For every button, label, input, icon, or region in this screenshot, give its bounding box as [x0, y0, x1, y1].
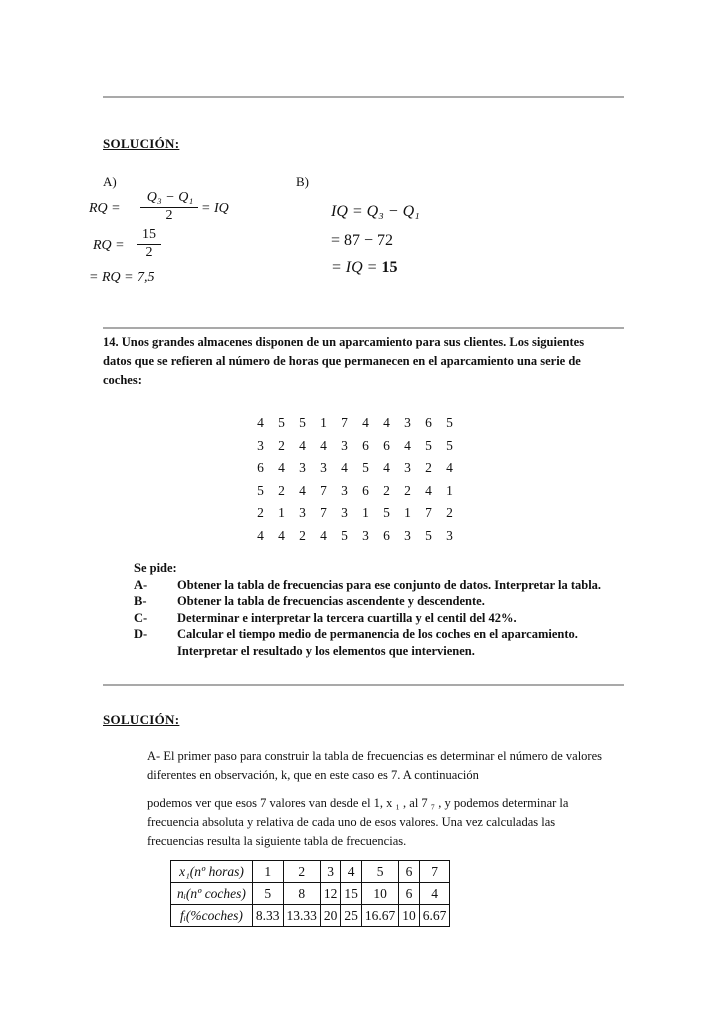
- data-grid-cell: 6: [383, 527, 390, 543]
- data-grid-cell: 4: [383, 460, 390, 476]
- data-grid-cell: 5: [257, 482, 264, 498]
- data-grid-cell: 4: [404, 437, 411, 453]
- frequency-cell: 10: [361, 883, 398, 905]
- data-grid-cell: 1: [404, 505, 411, 521]
- data-grid-cell: 6: [362, 482, 369, 498]
- data-grid-cell: 7: [425, 505, 432, 521]
- data-grid-cell: 5: [425, 437, 432, 453]
- data-grid-cell: 3: [404, 527, 411, 543]
- task-item: [134, 610, 604, 627]
- frequency-cell: 5: [252, 883, 283, 905]
- data-grid-cell: 2: [257, 505, 264, 521]
- data-grid-row: [250, 525, 460, 548]
- data-grid-cell: 6: [425, 415, 432, 431]
- data-grid-cell: 4: [257, 527, 264, 543]
- problem-statement: 14. Unos grandes almacenes disponen de un aparcamiento para sus clientes. Los siguientes datos que se refieren al número de horas que permanecen en el aparcamiento una serie de coches:: [103, 335, 585, 387]
- section-divider-2: [103, 684, 624, 686]
- task-list-title: Se pide:: [134, 561, 177, 575]
- frequency-table-row: [171, 861, 450, 883]
- data-grid-cell: 3: [257, 437, 264, 453]
- formula-b3: = IQ = 15: [331, 259, 398, 276]
- solution-paragraph-2: podemos ver que esos 7 valores van desde el 1, x ₁ , al 7 ₇ , y podemos determinar la frecuencia absoluta y relativa de cada uno de esos valores. Una vez calculadas las frecuencias resulta la siguiente tabla de frecuencias.: [147, 796, 569, 848]
- frequency-cell: 7: [419, 861, 450, 883]
- task-text: Obtener la tabla de frecuencias ascendente y descendente.: [177, 594, 485, 608]
- data-grid-cell: 3: [404, 415, 411, 431]
- task-key: A-: [134, 577, 148, 592]
- solution-paragraph-1: A- El primer paso para construir la tabla de frecuencias es determinar el número de valores diferentes en observación, k, que en este caso es 7. A continuación: [147, 749, 603, 782]
- data-grid-cell: 4: [299, 437, 306, 453]
- data-grid-cell: 4: [341, 460, 348, 476]
- task-key: D-: [134, 627, 148, 641]
- data-grid-cell: 4: [425, 482, 432, 498]
- data-grid-cell: 5: [278, 415, 285, 431]
- part-b-label: B): [296, 174, 309, 189]
- data-grid-row: [250, 480, 460, 503]
- data-grid-cell: 4: [320, 437, 327, 453]
- data-grid-cell: 4: [299, 482, 306, 498]
- iq-result: 15: [381, 259, 398, 276]
- formula-a2-numerator: 15: [142, 227, 156, 242]
- frequency-cell: 20: [320, 905, 341, 927]
- section-divider: [103, 327, 624, 329]
- frequency-cell: 10: [399, 905, 420, 927]
- frequency-cell: 2: [283, 861, 320, 883]
- formula-b2: = 87 − 72: [331, 232, 394, 249]
- data-grid-cell: 6: [362, 437, 369, 453]
- data-grid-cell: 2: [278, 437, 285, 453]
- task-list: [134, 560, 604, 659]
- data-grid-cell: 1: [446, 482, 453, 498]
- data-grid-cell: 3: [404, 460, 411, 476]
- formula-a2-denominator: 2: [145, 245, 153, 260]
- data-grid-cell: 3: [299, 505, 306, 521]
- data-grid-cell: 3: [320, 460, 327, 476]
- data-grid-cell: 4: [362, 415, 369, 431]
- top-divider: [103, 96, 624, 98]
- formula-a2-lhs: RQ =: [93, 238, 125, 253]
- data-grid-cell: 3: [341, 437, 348, 453]
- data-grid-cell: 6: [383, 437, 390, 453]
- data-grid-cell: 4: [320, 527, 327, 543]
- frequency-cell: 6: [399, 883, 420, 905]
- data-grid-cell: 4: [257, 415, 264, 431]
- task-item: [134, 593, 604, 610]
- data-grid-row: [250, 435, 460, 458]
- frequency-cell: 6.67: [419, 905, 450, 927]
- formula-a1-lhs: RQ =: [89, 201, 121, 216]
- data-grid-cell: 2: [446, 505, 453, 521]
- data-grid-cell: 3: [446, 527, 453, 543]
- data-grid-cell: 1: [362, 505, 369, 521]
- part-a-label: A): [103, 174, 117, 189]
- data-grid-cell: 5: [362, 460, 369, 476]
- frequency-cell: 3: [320, 861, 341, 883]
- data-grid-cell: 6: [257, 460, 264, 476]
- data-grid-cell: 5: [425, 527, 432, 543]
- formula-b1: IQ = Q₃ − Q₁: [331, 203, 420, 220]
- frequency-cell: 8.33: [252, 905, 283, 927]
- formula-a1-denominator: 2: [165, 208, 173, 223]
- data-grid-cell: 4: [278, 527, 285, 543]
- data-grid-cell: 5: [383, 505, 390, 521]
- data-grid-cell: 3: [341, 482, 348, 498]
- task-text: Calcular el tiempo medio de permanencia de los coches en el aparcamiento. Interpretar el resultado y los elementos que intervienen.: [177, 627, 578, 658]
- frequency-table: [170, 860, 450, 927]
- data-grid-cell: 1: [278, 505, 285, 521]
- frequency-cell: 5: [361, 861, 398, 883]
- data-grid-cell: 3: [362, 527, 369, 543]
- data-grid-cell: 4: [278, 460, 285, 476]
- frequency-cell: 15: [341, 883, 362, 905]
- task-item: [134, 626, 604, 659]
- task-key: B-: [134, 594, 147, 608]
- data-grid-cell: 5: [341, 527, 348, 543]
- frequency-cell: 1: [252, 861, 283, 883]
- frequency-table-row: [171, 883, 450, 905]
- data-grid-cell: 7: [320, 482, 327, 498]
- data-grid-cell: 7: [320, 505, 327, 521]
- frequency-row-header: fᵢ(%coches): [171, 905, 253, 927]
- task-key: C-: [134, 610, 148, 625]
- task-text: Determinar e interpretar la tercera cuartilla y el centil del 42%.: [177, 610, 517, 625]
- data-grid-cell: 1: [320, 415, 327, 431]
- data-grid-row: [250, 412, 460, 435]
- task-item: [134, 577, 604, 594]
- data-grid-cell: 2: [383, 482, 390, 498]
- frequency-cell: 25: [341, 905, 362, 927]
- frequency-cell: 6: [399, 861, 420, 883]
- formula-a1-numerator: Q₃ − Q₁: [146, 190, 194, 205]
- frequency-table-row: [171, 905, 450, 927]
- data-grid-cell: 4: [383, 415, 390, 431]
- frequency-cell: 8: [283, 883, 320, 905]
- frequency-cell: 12: [320, 883, 341, 905]
- frequency-cell: 4: [341, 861, 362, 883]
- data-grid-row: [250, 502, 460, 525]
- solution-heading-2: SOLUCIÓN:: [103, 712, 180, 727]
- data-grid-cell: 5: [299, 415, 306, 431]
- frequency-cell: 4: [419, 883, 450, 905]
- frequency-row-header: x₁(nº horas): [171, 861, 253, 883]
- task-text: Obtener la tabla de frecuencias para ese conjunto de datos. Interpretar la tabla.: [177, 577, 602, 592]
- hours-data-grid: [250, 412, 460, 547]
- data-grid-cell: 7: [341, 415, 348, 431]
- data-grid-cell: 2: [404, 482, 411, 498]
- data-grid-cell: 3: [299, 460, 306, 476]
- frequency-cell: 13.33: [283, 905, 320, 927]
- frequency-row-header: nᵢ(nº coches): [171, 883, 253, 905]
- data-grid-cell: 4: [446, 460, 453, 476]
- frequency-cell: 16.67: [361, 905, 398, 927]
- data-grid-cell: 5: [446, 415, 453, 431]
- data-grid-cell: 2: [299, 527, 306, 543]
- formula-a1-rhs: = IQ: [201, 201, 229, 216]
- data-grid-cell: 5: [446, 437, 453, 453]
- solution-heading: SOLUCIÓN:: [103, 136, 180, 151]
- data-grid-cell: 3: [341, 505, 348, 521]
- data-grid-cell: 2: [425, 460, 432, 476]
- data-grid-row: [250, 457, 460, 480]
- data-grid-cell: 2: [278, 482, 285, 498]
- formula-a3: = RQ = 7,5: [89, 270, 155, 285]
